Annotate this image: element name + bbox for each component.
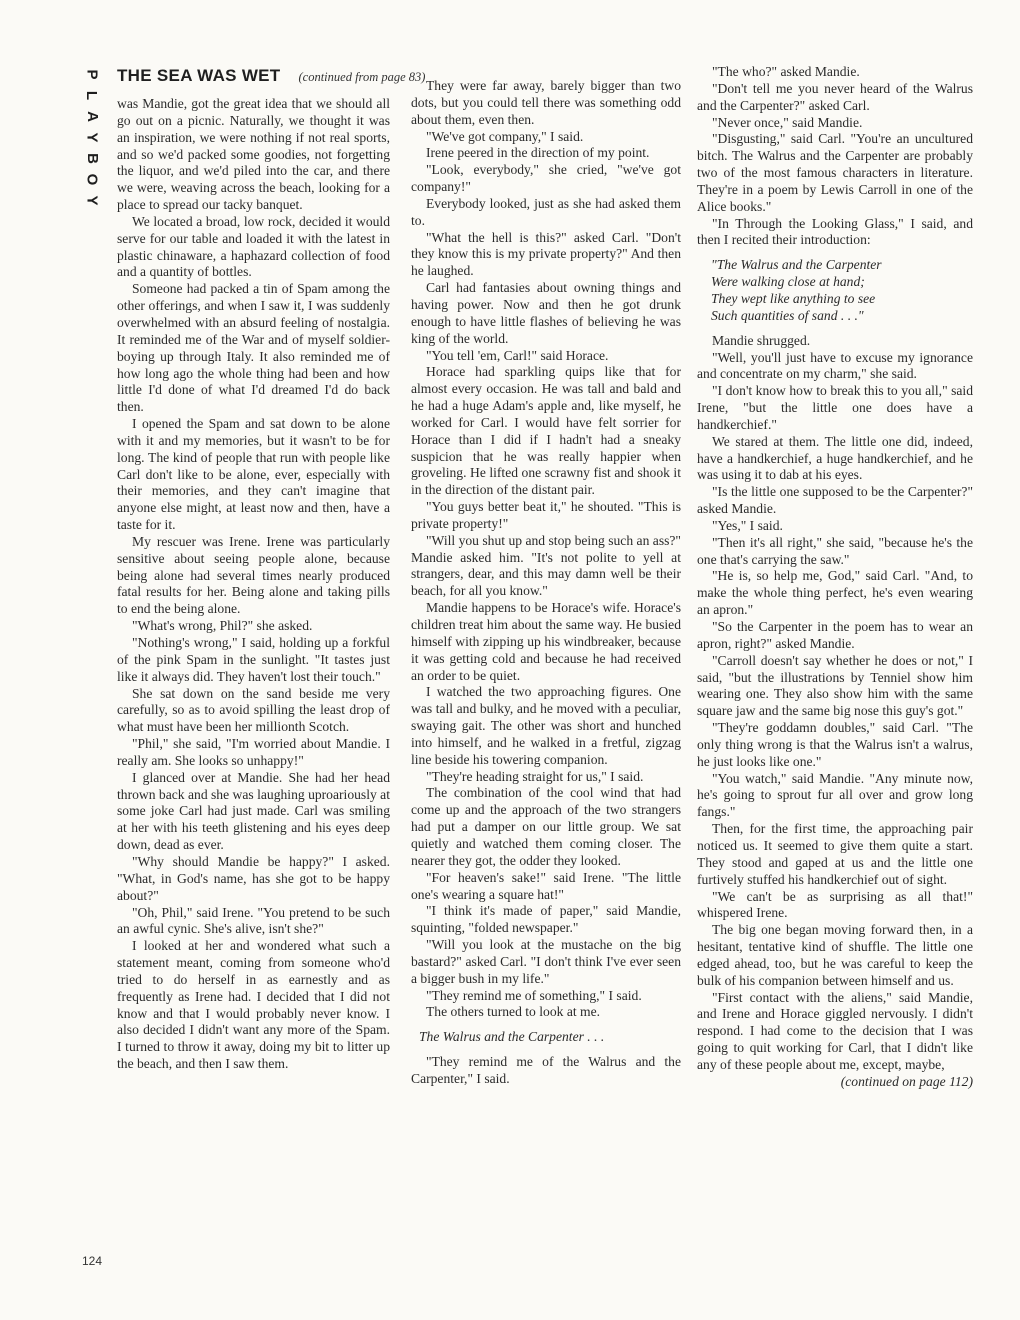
paragraph: "You tell 'em, Carl!" said Horace. xyxy=(426,347,609,363)
paragraph: "They're heading straight for us," I said. xyxy=(426,768,644,784)
paragraph: Horace had sparkling quips like that for almost every occasion. He was tall and bald and he had a huge Adam's apple and, like myself, he worked for Carl. I would have felt sorrier for Horace than I did if I hadn't had a sneaky suspicion that he was really happier when groveling. He lifted one scrawny fist and shook it in the direction of the distant pair. xyxy=(411,364,681,498)
magazine-name-vertical xyxy=(84,64,100,211)
paragraph: They were far away, barely bigger than two dots, but you could tell there was something odd about them, even then. xyxy=(411,78,681,127)
paragraph: "The who?" asked Mandie. xyxy=(712,64,860,79)
paragraph: Mandie shrugged. xyxy=(712,332,811,348)
magazine-letter: Y xyxy=(83,132,101,143)
magazine-letter: O xyxy=(83,173,101,186)
page-number: 124 xyxy=(82,1254,103,1268)
magazine-letter: L xyxy=(83,90,101,101)
paragraph: Someone had packed a tin of Spam among the other offerings, and when I saw it, I was suddenly overwhelmed with an absurd feeling of nostalgia. It reminded me of the War and of myself soldier-boying up through Italy. It also reminded me of how long ago the whole thing had been and how little I'd done of what I'd dreamed I'd do back then. xyxy=(117,281,390,415)
article-heading xyxy=(117,66,425,86)
paragraph: I watched the two approaching figures. One was tall and bulky, and he moved with a peculiar, swaying gait. The other was short and hunched into himself, and he walked in a fretful, zigzag line beside his towering companion. xyxy=(411,684,681,767)
paragraph: "Look, everybody," she cried, "we've got company!" xyxy=(411,162,681,195)
paragraph: "Will you look at the mustache on the big bastard?" asked Carl. "I don't think I've ever seen a bigger bush in my life." xyxy=(411,937,681,986)
paragraph: "Is the little one supposed to be the Carpenter?" asked Mandie. xyxy=(697,484,973,517)
paragraph: "What's wrong, Phil?" she asked. xyxy=(132,618,313,634)
paragraph: "Will you shut up and stop being such an ass?" Mandie asked him. "It's not polite to yell at strangers, dear, and this may damn well be their beach, for all you know." xyxy=(411,532,681,599)
paragraph: "Oh, Phil," said Irene. "You pretend to be such an awful cynic. She's alive, isn't she?" xyxy=(117,904,390,937)
paragraph: "In Through the Looking Glass," I said, and then I recited their introduction: xyxy=(697,215,973,248)
paragraph: Irene peered in the direction of my point. xyxy=(426,145,650,161)
paragraph: "Never once," said Mandie. xyxy=(712,114,863,130)
paragraph: "I don't know how to break this to you all," said Irene, "but the little one does have a handkerchief." xyxy=(697,383,973,432)
paragraph: "You guys better beat it," he shouted. "This is private property!" xyxy=(411,499,681,531)
paragraph: We located a broad, low rock, decided it would serve for our table and loaded it with the latest in plastic chinaware, a haphazard collection of food and a quantity of bottles. xyxy=(117,213,390,280)
paragraph: Then, for the first time, the approaching pair noticed us. It seemed to give them quite a start. They stood and gaped at us and the little one furtively stuffed his handkerchief out of sight. xyxy=(697,821,973,887)
article-title: THE SEA WAS WET xyxy=(117,66,281,85)
paragraph: "They remind me of something," I said. xyxy=(426,987,642,1003)
paragraph: I glanced over at Mandie. She had her head thrown back and she was laughing uproariously at some joke Carl had just made. Carl was smiling at her with his teeth glistening and his eyes deep down, dead as ever. xyxy=(117,769,390,853)
magazine-letter: A xyxy=(83,111,101,122)
paragraph: "For heaven's sake!" said Irene. "The little one's wearing a square hat!" xyxy=(411,869,681,902)
paragraph: "They remind me of the Walrus and the Carpenter," I said. xyxy=(411,1054,681,1086)
paragraph: "I think it's made of paper," said Mandie, squinting, "folded newspaper." xyxy=(411,903,681,936)
paragraph: "Nothing's wrong," I said, holding up a forkful of the pink Spam in the sunlight. "It tastes just like it always did. They haven't lost their touch." xyxy=(117,635,390,684)
paragraph: "They're goddamn doubles," said Carl. "The only thing wrong is that the Walrus isn't a walrus, he just looks like one." xyxy=(697,720,973,769)
paragraph: "Carroll doesn't say whether he does or not," I said, "but the illustrations by Tenniel show him wearing one. They also show him with the same square jaw and the same big nose this guy's got." xyxy=(697,652,973,719)
poem-line: "The Walrus and the Carpenter xyxy=(711,257,882,273)
continued-on-note: (continued on page 112) xyxy=(840,1073,973,1089)
paragraph: "We've got company," I said. xyxy=(426,128,584,144)
text-column-3 xyxy=(697,64,973,1270)
poem-line: Were walking close at hand; xyxy=(711,274,865,290)
paragraph: She sat down on the sand beside me very carefully, so as to avoid spilling the least drop of what must have been her millionth Scotch. xyxy=(117,685,390,735)
poem-title-line: The Walrus and the Carpenter . . . xyxy=(419,1029,605,1045)
paragraph: The others turned to look at me. xyxy=(426,1004,601,1020)
paragraph: "You watch," said Mandie. "Any minute now, he's going to sprout fur all over and grow long fangs." xyxy=(697,770,973,820)
paragraph: "Then it's all right," she said, "because he's the one that's carrying the saw." xyxy=(697,534,973,567)
paragraph: We stared at them. The little one did, indeed, have a handkerchief, a huge handkerchief, and he was using it to dab at his eyes. xyxy=(697,433,973,483)
paragraph: I looked at her and wondered what such a statement meant, coming from someone who'd tried to do herself in as earnestly and as frequently as Irene had. I decided that I did not know and that I would probably never know. I also decided I didn't want any more of the Spam. I turned to throw it away, doing my bit to litter up the beach, and then I saw them. xyxy=(117,938,390,1072)
magazine-letter: B xyxy=(83,153,101,164)
paragraph: "He is, so help me, God," said Carl. "And, to make the whole thing perfect, he's even wearing an apron." xyxy=(697,568,973,618)
paragraph: "Phil," she said, "I'm worried about Mandie. I really am. She looks so unhappy!" xyxy=(117,736,390,768)
poem-line: Such quantities of sand . . ." xyxy=(711,307,864,323)
paragraph: "We can't be as surprising as all that!" whispered Irene. xyxy=(697,888,973,921)
paragraph: The big one began moving forward then, in a hesitant, tentative kind of shuffle. The little one edged ahead, too, but he was careful to keep the bulk of his companion between himself and us. xyxy=(697,922,973,988)
paragraph: "Well, you'll just have to excuse my ignorance and concentrate on my charm," she said. xyxy=(697,349,973,382)
poem-line: They wept like anything to see xyxy=(711,290,876,306)
magazine-letter: P xyxy=(83,69,101,80)
paragraph: "First contact with the aliens," said Mandie, and Irene and Horace giggled nervously. I didn't respond. I had come to the decision that I was going to quit working for Carl, that I didn't like any of these people about me, except, maybe, xyxy=(697,989,973,1072)
text-column-1 xyxy=(117,96,390,1268)
paragraph: Mandie happens to be Horace's wife. Horace's children treat him about the same way. He busied himself with zipping up his windbreaker, because it was getting cold and because he had received an order to be quiet. xyxy=(411,600,681,683)
text-column-2 xyxy=(411,78,681,1270)
continued-from-note: (continued from page 83) xyxy=(298,70,426,84)
paragraph: "What the hell is this?" asked Carl. "Don't they know this is my private property?" And then he laughed. xyxy=(411,229,681,279)
paragraph: "So the Carpenter in the poem has to wear an apron, right?" asked Mandie. xyxy=(697,619,973,651)
paragraph: "Yes," I said. xyxy=(712,517,783,533)
paragraph: "Don't tell me you never heard of the Walrus and the Carpenter?" asked Carl. xyxy=(697,80,973,113)
paragraph: My rescuer was Irene. Irene was particularly sensitive about seeing people alone, because being alone had several times nearly produced fatal results for her. Being alone and taking pills to end the being alone. xyxy=(117,533,390,617)
magazine-letter: Y xyxy=(83,195,101,206)
paragraph: "Why should Mandie be happy?" I asked. "What, in God's name, has she got to be happy about?" xyxy=(117,853,390,903)
paragraph: Everybody looked, just as she had asked them to. xyxy=(411,195,681,228)
paragraph: was Mandie, got the great idea that we should all go out on a picnic. Naturally, we thought it was an inspiration, we were nothing if not real sports, and so we'd packed some goodies, not forgetting the liquor, and we'd piled into the car, and there we were, weaving across the beach, looking for a place to spread our tacky banquet. xyxy=(117,96,390,213)
paragraph: "Disgusting," said Carl. "You're an uncultured bitch. The Walrus and the Carpenter are probably two of the most famous characters in literature. They're in a poem by Lewis Carroll in one of the Alice books." xyxy=(697,131,973,214)
paragraph: Carl had fantasies about owning things and having power. Now and then he got drunk enough to have little flashes of believing he was king of the world. xyxy=(411,280,681,346)
paragraph: The combination of the cool wind that had come up and the approach of the two strangers had put a damper on our little group. We sat quietly and watched them coming closer. The nearer they got, the odder they looked. xyxy=(411,785,681,868)
paragraph: I opened the Spam and sat down to be alone with it and my memories, but it wasn't to be for long. The kind of people that run with people like Carl don't like to be alone, ever, especially with their memories, and they can't imagine that anyone else might, at least now and then, have a taste for it. xyxy=(117,416,390,533)
